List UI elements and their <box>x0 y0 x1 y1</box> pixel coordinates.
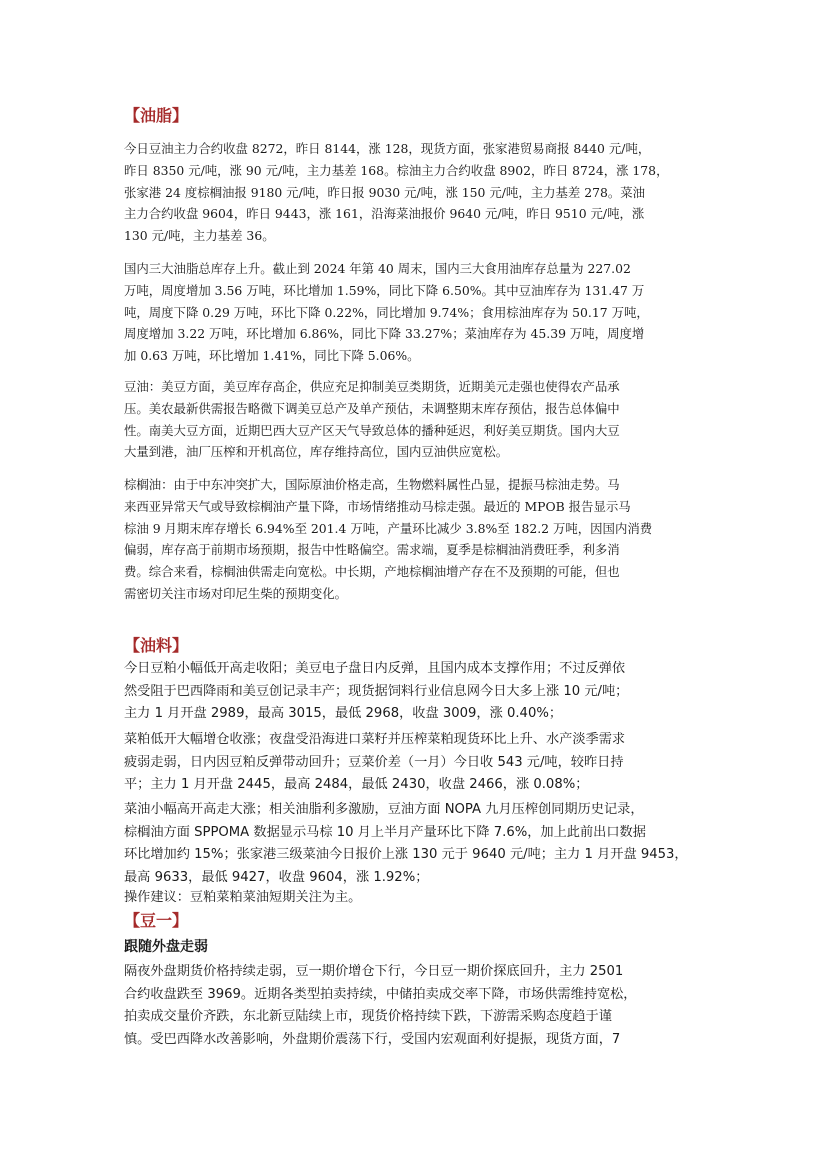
meals-paragraph-soymeal: 今日豆粕小幅低开高走收阳；美豆电子盘日内反弹，且国内成本支撑作用；不过反弹依 然受阻于巴西降雨和美豆创记录丰产；现货据饲料行业信息网今日大多上涨 10 元/吨； 主力 1 月开盘 2989，最高 3015，最低 2968，收盘 3009，涨 0.40%； <box>124 661 629 722</box>
oils-paragraph-soyoil: 豆油：美豆方面，美豆库存高企，供应充足抑制美豆类期货，近期美元走强也使得农产品承 压。美农最新供需报告略微下调美豆总产及单产预估，未调整期末库存预估，报告总体偏中 性。南美大豆方面，近期巴西大豆产区天气导致总体的播种延迟，利好美豆期货。国内大豆 大量到港，油厂压榨和开机高位，库存维持高位，国内豆油供应宽松。 <box>124 379 620 460</box>
oils-paragraph-inventory: 国内三大油脂总库存上升。截止到 2024 年第 40 周末，国内三大食用油库存总量为 227.02 万吨，周度增加 3.56 万吨，环比增加 1.59%，同比下降 6.50%。其中豆油库存为 131.47 万 吨，周度下降 0.29 万吨，环比下降 0.22%，同比增加 9.74%；食用棕油库存为 50.17 万吨， 周度增加 3.22 万吨，环比增加 6.86%，同比下降 33.27%；菜油库存为 45.39 万吨，周度增 加 0.63 万吨，环比增加 1.41%，同比下降 5.06%。 <box>124 261 649 364</box>
oils-paragraph-palmoil: 棕榈油：由于中东冲突扩大，国际原油价格走高，生物燃料属性凸显，提振马棕油走势。马 来西亚异常天气或导致棕榈油产量下降，市场情绪推动马棕走强。最近的 MPOB 报告显示马 棕油 9 月期末库存增长 6.94%至 201.4 万吨，产量环比减少 3.8%至 182.2 万吨，因国内消费 偏弱，库存高于前期市场预期，报告中性略偏空。需求端，夏季是棕榈油消费旺季，利多消 费。综合来看，棕榈油供需走向宽松。中长期，产地棕榈油增产存在不及预期的可能，但也 需密切关注市场对印尼生柴的预期变化。 <box>124 477 653 601</box>
oils-heading: 【油脂】 <box>124 106 189 125</box>
meals-paragraph-advice: 操作建议：豆粕菜粕菜油短期关注为主。 <box>124 890 362 905</box>
meals-heading: 【油料】 <box>124 636 189 655</box>
meals-paragraph-rapeoil: 菜油小幅高开高走大涨；相关油脂利多激励，豆油方面 NOPA 九月压榨创同期历史记录， 棕榈油方面 SPPOMA 数据显示马棕 10 月上半月产量环比下降 7.6%，加上此前出口数据 环比增加约 15%；张家港三级菜油今日报价上涨 130 元于 9640 元/吨；主力 1 月开盘 9453， 最高 9633，最低 9427，收盘 9604，涨 1.92%； <box>124 802 688 885</box>
soy1-subheading: 跟随外盘走弱 <box>124 939 208 955</box>
meals-paragraph-rapemeal: 菜粕低开大幅增仓收涨；夜盘受沿海进口菜籽并压榨菜粕现货环比上升、水产淡季需求 疲弱走弱，日内因豆粕反弹带动回升；豆菜价差（一月）今日收 543 元/吨，较昨日持 平；主力 1 月开盘 2445，最高 2484，最低 2430，收盘 2466，涨 0.08%； <box>124 732 626 793</box>
oils-paragraph-prices: 今日豆油主力合约收盘 8272，昨日 8144，涨 128，现货方面，张家港贸易商报 8440 元/吨， 昨日 8350 元/吨，涨 90 元/吨，主力基差 168。棕油主力合约收盘 8902，昨日 8724，涨 178， 张家港 24 度棕榈油报 9180 元/吨，昨日报 9030 元/吨，涨 150 元/吨，主力基差 278。菜油 主力合约收盘 9604，昨日 9443，涨 161，沿海菜油报价 9640 元/吨，昨日 9510 元/吨，涨 130 元/吨，主力基差 36。 <box>124 141 669 244</box>
soy1-paragraph: 隔夜外盘期货价格持续走弱，豆一期价增仓下行，今日豆一期价探底回升，主力 2501 合约收盘跌至 3969。近期各类型拍卖持续，中储拍卖成交率下降，市场供需维持宽松， 拍卖成交量价齐跌，东北新豆陆续上市，现货价格持续下跌，下游需采购态度趋于谨 慎。受巴西降水改善影响，外盘期价震荡下行，受国内宏观面利好提振，现货方面，7 <box>124 964 637 1047</box>
soy1-heading: 【豆一】 <box>124 911 189 930</box>
